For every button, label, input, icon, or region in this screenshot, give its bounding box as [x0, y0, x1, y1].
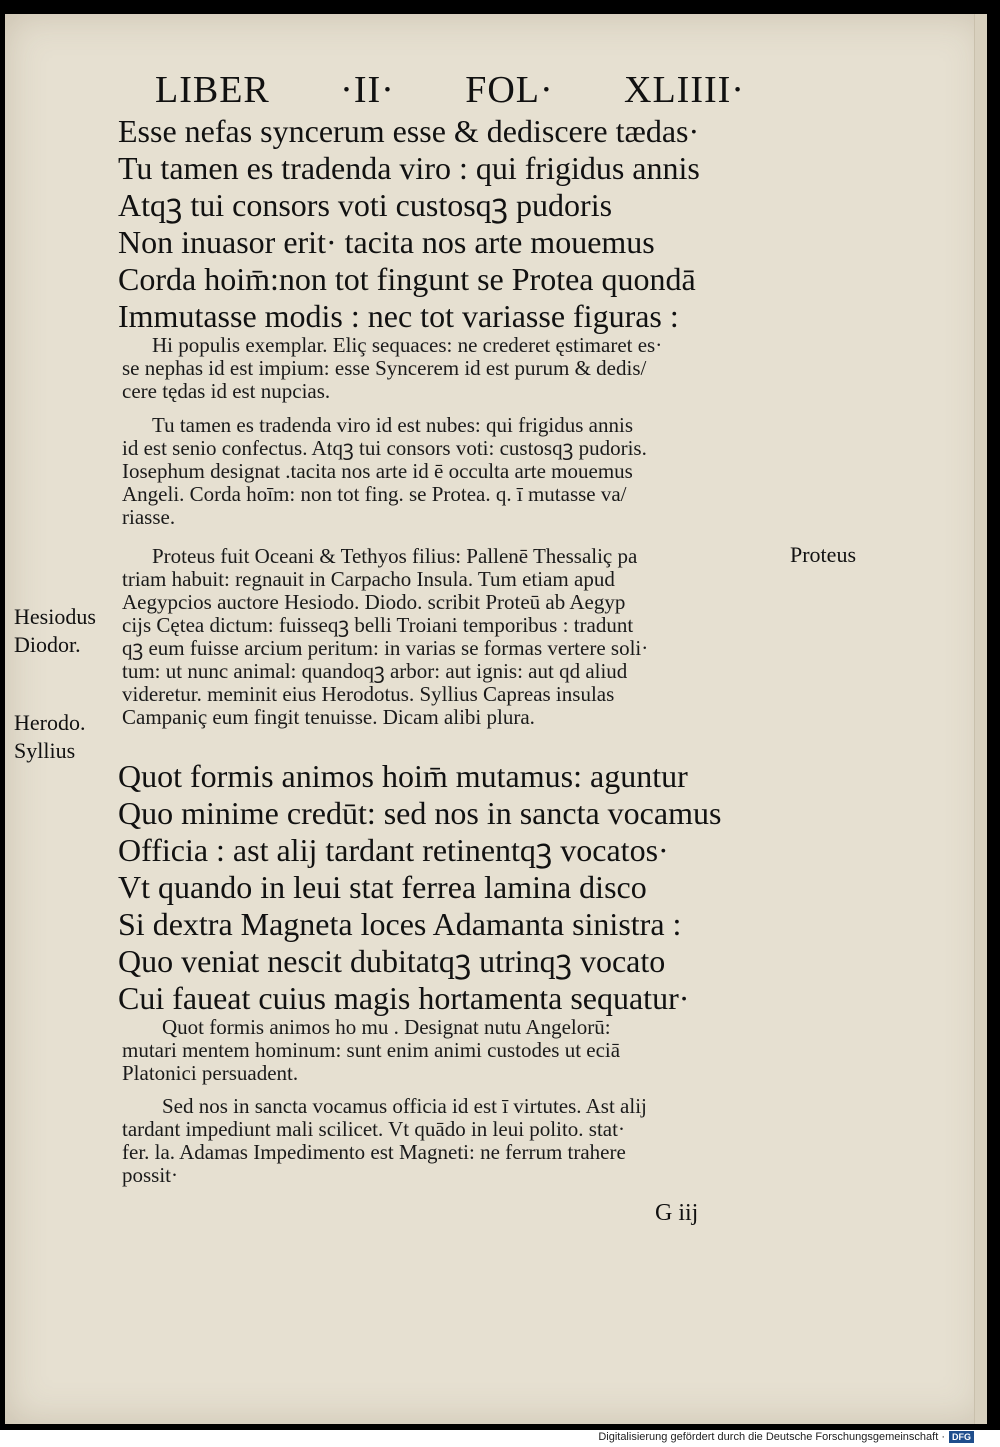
verse-line: Quo veniat nescit dubitatqꝫ utrinqꝫ vocato — [118, 943, 666, 979]
header-fol: FOL· — [465, 69, 554, 111]
header-folio-number: XLIIII· — [624, 69, 745, 111]
commentary-line: fer. la. Adamas Impedimento est Magneti: ne ferrum trahere — [122, 1140, 626, 1164]
commentary-line: Sed nos in sancta vocamus officia id est ī virtutes. Ast alij — [162, 1095, 647, 1118]
header-book-number: ·II· — [340, 69, 395, 111]
verse-line: Si dextra Magneta loces Adamanta sinistra : — [118, 906, 682, 942]
margin-note-proteus: Proteus — [790, 542, 856, 567]
verse-line: Immutasse modis : nec tot variasse figuras : — [118, 298, 679, 334]
commentary-line: Hi populis exemplar. Eliç sequaces: ne crederet ęstimaret es· — [152, 334, 663, 357]
verse-line: Officia : ast alij tardant retinentqꝫ vocatos· — [118, 832, 669, 868]
commentary-block-1 — [122, 334, 794, 403]
commentary-line: cere tędas id est nupcias. — [122, 379, 331, 403]
verse-line: Atqꝫ tui consors voti custosqꝫ pudoris — [118, 187, 613, 223]
commentary-line: Angeli. Corda hoīm: non tot fing. se Protea. q. ī mutasse va/ — [122, 482, 627, 506]
commentary-line: Tu tamen es tradenda viro id est nubes: qui frigidus annis — [152, 414, 633, 437]
commentary-line: tum: ut nunc animal: quandoqꝫ arbor: aut ignis: aut qd aliud — [122, 659, 628, 683]
verse-line: Non inuasor erit· tacita nos arte mouemus — [118, 224, 655, 260]
commentary-line: possit· — [122, 1163, 179, 1187]
margin-note-herodo: Herodo. — [14, 710, 86, 735]
commentary-line: se nephas id est impium: esse Syncerem id est purum & dedis/ — [122, 356, 647, 380]
verse-line: Esse nefas syncerum esse & dediscere tædas· — [118, 113, 700, 149]
footer-credit — [598, 1431, 974, 1443]
verse-line: Quot formis animos hoim̄ mutamus: aguntur — [118, 758, 688, 794]
commentary-block-2 — [122, 414, 794, 529]
commentary-line: cijs Cętea dictum: fuisseqꝫ belli Troiani temporibus : tradunt — [122, 613, 634, 637]
commentary-line: id est senio confectus. Atqꝫ tui consors voti: custosqꝫ pudoris. — [122, 436, 647, 460]
verse-line: Corda hoim̄:non tot fingunt se Protea quondā — [118, 261, 696, 297]
commentary-line: qꝫ eum fuisse arcium peritum: in varias se formas vertere soli· — [122, 636, 649, 660]
commentary-line: Campaniç eum fingit tenuisse. Dicam alibi plura. — [122, 705, 535, 729]
commentary-line: Proteus fuit Oceani & Tethyos filius: Pallenē Thessaliç pa — [152, 545, 638, 568]
commentary-block-4 — [122, 1016, 794, 1085]
commentary-line: mutari mentem hominum: sunt enim animi custodes ut eciā — [122, 1038, 621, 1062]
commentary-line: Platonici persuadent. — [122, 1061, 299, 1085]
verse-block-2 — [118, 758, 798, 1017]
signature-mark: G iij — [655, 1200, 699, 1226]
verse-line: Vt quando in leui stat ferrea lamina disco — [118, 869, 647, 905]
page-edge — [974, 14, 987, 1424]
verse-line: Tu tamen es tradenda viro : qui frigidus annis — [118, 150, 700, 186]
verse-block-1 — [118, 113, 798, 335]
margin-note-syllius: Syllius — [14, 738, 76, 763]
verse-line: Quo minime credūt: sed nos in sancta vocamus — [118, 795, 722, 831]
header-liber: LIBER — [155, 69, 270, 111]
commentary-block-5 — [122, 1095, 794, 1187]
commentary-line: Iosephum designat .tacita nos arte id ē occulta arte mouemus — [122, 459, 633, 483]
commentary-line: Quot formis animos ho mu . Designat nutu Angelorū: — [162, 1016, 611, 1039]
footer-credit-text: Digitalisierung gefördert durch die Deutsche Forschungsgemeinschaft · — [598, 1431, 945, 1443]
commentary-line: tardant impediunt mali scilicet. Vt quādo in leui polito. stat· — [122, 1117, 625, 1141]
margin-note-diodor: Diodor. — [14, 632, 81, 657]
verse-line: Cui faueat cuius magis hortamenta sequatur· — [118, 980, 690, 1016]
commentary-line: Aegypcios auctore Hesiodo. Diodo. scribit Proteū ab Aegyp — [122, 590, 626, 614]
margin-note-hesiodus: Hesiodus — [14, 604, 96, 629]
dfg-logo: DFG — [949, 1431, 974, 1443]
commentary-block-3 — [122, 545, 794, 729]
commentary-line: triam habuit: regnauit in Carpacho Insula. Tum etiam apud — [122, 567, 615, 591]
commentary-line: videretur. meminit eius Herodotus. Syllius Capreas insulas — [122, 682, 615, 706]
commentary-line: riasse. — [122, 505, 176, 529]
